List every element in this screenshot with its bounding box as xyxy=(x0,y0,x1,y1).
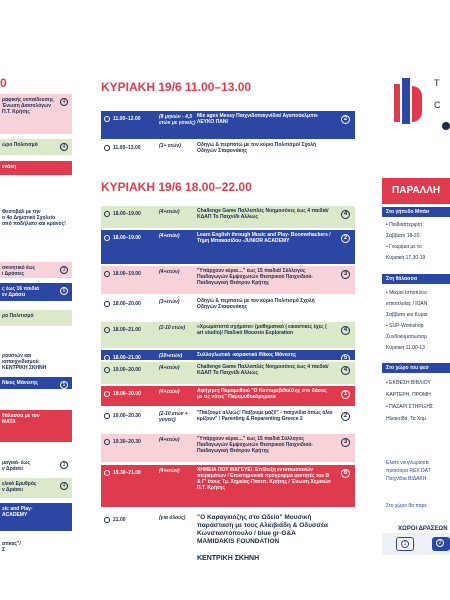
legend-item-1 xyxy=(396,537,414,551)
event-description[interactable]: ΧΗΜΕΙΑ ΠΟΥ ΜΑΓΕΥΕΙ- Επίδειξη εντυπωσιακών πειραμάτων / Επιστημονικό πρόγραμμα φοιτητές του Β & Γ' έτους Τμ. Χημείας-Πανεπ. Κρήτης / Ένωση Χημικών Π.Τ. Κρήτης xyxy=(197,467,331,491)
left-row[interactable] xyxy=(0,457,72,475)
list-item[interactable]: Σάββατο 18-20. xyxy=(386,233,421,239)
left-row-text[interactable]: Φεστιβάλ με την xyxy=(2,209,41,215)
list-item[interactable]: Ελάτε να γνωρίσετε xyxy=(386,460,430,466)
list-item[interactable]: • ΕΚΘΕΣΗ ΒΙΒΛΙΟΥ xyxy=(386,380,431,386)
event-age[interactable]: (για όλους) xyxy=(159,515,186,521)
left-row-badge[interactable]: 5 xyxy=(60,381,68,389)
event-time[interactable]: 19.00–20.30 xyxy=(113,413,141,419)
left-row-text[interactable]: ΚΕΝΤΡΙΚΗ ΣΚΗΝΗ xyxy=(2,365,47,371)
left-row-text[interactable]: ν Δράσει xyxy=(2,466,23,472)
section4-note: Στο χώρο θα παρε xyxy=(386,503,427,509)
event-description[interactable]: Οδηγώ & περπατώ με τον κύριο Πολιτισμό Σχολή Οδηγών Σταφονάκης xyxy=(197,298,315,310)
event-time[interactable]: 18.00–19.00 xyxy=(113,235,141,241)
schedule-row[interactable] xyxy=(101,465,355,507)
left-row[interactable] xyxy=(0,503,72,531)
schedule-row[interactable] xyxy=(101,230,355,264)
clock-icon[interactable] xyxy=(104,413,110,419)
event-description[interactable]: Learn English through Music and Play- Boomwhackers / Τήμη Μπακασίδου -JUNIOR ACADEMY xyxy=(197,232,331,244)
left-row-text[interactable]: ελικό Ερυθρός xyxy=(2,481,37,487)
left-row-text[interactable]: ο 4ο Δημοτικό Σχολείο xyxy=(2,215,56,221)
left-row[interactable] xyxy=(0,161,72,175)
event-age[interactable]: (2-10 ετών) xyxy=(159,325,186,331)
legend-badge-1: 1 xyxy=(401,540,409,548)
list-item[interactable]: Παιχνίδια ΒΙΔΑΚΗ xyxy=(386,476,427,482)
sunday-morning-heading: ΚΥΡΙΑΚΗ 19/6 11.00–13.00 xyxy=(101,80,252,94)
event-description[interactable]: "Ο Καραγκιόζης στο Ωδείο" Μουσική παράσταση με τους Αλκιβιάδη & Οδυσσέα Κωνσταντόπουλο / blue gr-G&A MAMIDAKIS FOUNDATION xyxy=(197,514,328,545)
event-description[interactable]: "Υπάρχουν κέρια…" έως 15 παιδιά/ Σύλλογος Παιδαγωγών Εμψυχωτών Θεατρικού Παιχνιδιού-Παιδαγωγική Θεάτρου Κρήτης xyxy=(197,268,313,286)
schedule-row[interactable] xyxy=(101,408,355,432)
section2-title-bar xyxy=(382,274,450,284)
event-time[interactable]: 18.00–21.00 xyxy=(113,355,141,361)
event-description[interactable]: "Υπάρχουν κέρια…" έως 15 παιδιά Σύλλογος Παιδαγωγών Εμψυχωτών Θεατρικού Παιχνιδιού-Παιδαγωγική Θεάτρου Κρήτης xyxy=(197,436,313,454)
left-row-text[interactable]: ACADEMY xyxy=(2,512,28,518)
schedule-row[interactable] xyxy=(101,512,355,564)
schedule-row[interactable] xyxy=(101,350,355,360)
left-heading-fragment: 0 xyxy=(0,76,7,90)
venue-badge[interactable]: 2 xyxy=(341,412,350,421)
schedule-row[interactable] xyxy=(101,111,355,139)
event-age[interactable]: (4+ετών) xyxy=(159,209,180,215)
event-age[interactable]: (4+ετών) xyxy=(159,365,180,371)
legend-badge-2: 2 xyxy=(436,539,444,547)
venue-badge[interactable]: 4 xyxy=(341,326,350,335)
schedule-row[interactable] xyxy=(101,266,355,294)
clock-icon[interactable] xyxy=(104,391,110,397)
left-row-text[interactable]: ρο Πολιτισμό xyxy=(2,313,34,319)
left-row[interactable] xyxy=(0,310,72,326)
schedule-row[interactable] xyxy=(101,322,355,348)
list-item[interactable]: • Γνωρίμια με το xyxy=(386,244,422,250)
schedule-row[interactable] xyxy=(101,296,355,320)
left-row-badge[interactable]: 4 xyxy=(60,98,68,106)
venue-badge[interactable]: 6 xyxy=(341,469,350,478)
left-row-text[interactable]: οπό ποδήλατο και κράνος! xyxy=(2,221,66,227)
left-row-text[interactable]: θάλασσα με τον xyxy=(2,413,40,419)
left-row[interactable] xyxy=(0,538,72,572)
left-row[interactable] xyxy=(0,94,72,134)
section1-title: Στο γήπεδο Μπάσ xyxy=(386,209,430,215)
event-time[interactable]: 19.30–20.30 xyxy=(113,439,141,445)
left-row[interactable] xyxy=(0,139,72,155)
logo-text-2: C xyxy=(434,100,441,110)
schedule-row[interactable] xyxy=(101,362,355,384)
schedule-row[interactable] xyxy=(101,140,355,162)
event-time[interactable]: 18.00–19.00 xyxy=(113,211,141,217)
clock-icon[interactable] xyxy=(104,439,110,445)
event-age[interactable]: (10+ετών) xyxy=(159,353,183,359)
left-row-text[interactable]: μαγικά- έως xyxy=(2,460,31,466)
clock-icon[interactable] xyxy=(104,327,110,333)
clock-icon[interactable] xyxy=(104,271,110,277)
event-time[interactable]: 19.00–20.00 xyxy=(113,367,141,373)
left-row-badge[interactable]: 3 xyxy=(60,461,68,469)
left-row-text[interactable]: Ένωση Διασολόγων xyxy=(2,103,52,109)
event-time[interactable]: 21.00 xyxy=(113,517,126,523)
event-time[interactable]: 19.00–20.00 xyxy=(113,391,141,397)
left-row-text[interactable]: Σ xyxy=(2,547,6,553)
left-row-badge[interactable]: 3 xyxy=(60,266,68,274)
left-row-text[interactable]: σκινητικό έως xyxy=(2,265,36,271)
left-row[interactable] xyxy=(0,350,72,376)
clock-icon[interactable] xyxy=(104,470,110,476)
left-row-text[interactable]: ν Δράσει xyxy=(2,487,23,493)
logo-text-1: Τ xyxy=(434,78,440,88)
left-row-text[interactable]: sic and Play- xyxy=(2,506,33,512)
clock-icon[interactable] xyxy=(104,211,110,217)
event-age[interactable]: (4+ετών) xyxy=(159,269,180,275)
list-item[interactable]: • Μικροί Ιστιοπλόο xyxy=(386,290,427,296)
event-age[interactable]: (2-10 ετών + γονείς) xyxy=(159,411,188,423)
left-row-text[interactable]: ενάκη xyxy=(2,164,17,170)
event-description[interactable]: Συλλογλωτικό -καρακτικό /Νίκος Μάνεσης xyxy=(197,352,297,358)
left-row-text[interactable]: εν Δράσει xyxy=(2,292,26,298)
venue-badge[interactable]: 4 xyxy=(341,366,350,375)
clock-icon[interactable] xyxy=(104,367,110,373)
legend-item-2 xyxy=(432,537,450,551)
left-row[interactable] xyxy=(0,206,72,246)
schedule-row[interactable] xyxy=(101,386,355,406)
left-row-badge[interactable]: 4 xyxy=(60,143,68,151)
venue-badge[interactable]: 4 xyxy=(341,210,350,219)
left-row[interactable] xyxy=(0,262,72,278)
event-description[interactable]: Οδηγώ & περπατώ με τον κύριο Πολιτισμό/ Σχολή Οδηγών Σταφονάκης xyxy=(197,142,317,154)
left-row-badge[interactable]: 4 xyxy=(60,482,68,490)
left-row[interactable] xyxy=(0,478,72,498)
event-description[interactable]: Challenge Game Παλλαπλές Νοημοσύνες έως 4 παιδιά/ ΚΔΑΠ Το Παιχνίδι Αλλιώς xyxy=(197,364,329,376)
event-description[interactable]: «Χρωματιστά σχήματα» (μαθηματικό | εικαστικές έχες ( art studio)/ Παιδικό Μουσείο Exploration xyxy=(197,324,327,336)
left-row[interactable] xyxy=(0,283,72,301)
event-time[interactable]: 19.30–21.00 xyxy=(113,470,141,476)
event-description[interactable]: Mix ages Messy Παιχνιδοπαιγνίδια/ Αγαπούκλμπα-ΛΕΥΚΟ ΠΑΝΙ xyxy=(197,113,319,125)
event-age[interactable]: (4+ετών) xyxy=(159,468,180,474)
left-row-text[interactable]: ιαπαιχνιδισμού xyxy=(2,359,39,365)
venue-badge[interactable]: 3 xyxy=(341,438,350,447)
venue-badge[interactable]: 1 xyxy=(341,390,350,399)
section2-title: Στη θάλασσα xyxy=(386,276,418,282)
list-item[interactable]: • SUP-Workshop xyxy=(386,323,424,329)
venue-badge[interactable]: 2 xyxy=(341,115,350,124)
event-description[interactable]: Challenge Game Παλλαπλές Νοημοσύνες έως 4 παιδιά/ ΚΔΑΠ Το Παιχνίδι Αλλιώς xyxy=(197,208,329,220)
left-row-text[interactable]: Νίκος Μάνεσης xyxy=(2,380,39,386)
event-time[interactable]: 18.00–19.00 xyxy=(113,271,141,277)
event-time[interactable]: 11.00–13.00 xyxy=(113,145,141,151)
schedule-row[interactable] xyxy=(101,206,355,228)
clock-icon[interactable] xyxy=(104,355,110,361)
list-item[interactable]: • Παιδιαστεριρητ xyxy=(386,222,423,228)
logo-dot xyxy=(442,122,450,130)
list-item[interactable]: Σάββατο και Κυρια xyxy=(386,312,428,318)
event-description[interactable]: Αφήγηση Παραμυθιού "Ο Κοντορεβιθούλης στο δάσος με τις νότες" Παραμυθοκόμηματα xyxy=(197,388,327,400)
logo-mark xyxy=(394,78,424,128)
legend-title: ΧΩΡΟΙ ΔΡΑΣΕΩΝ xyxy=(398,526,448,532)
event-age[interactable]: (3+ετών) xyxy=(159,299,180,305)
left-row-text[interactable]: ρουσιών και xyxy=(2,353,32,359)
left-row[interactable] xyxy=(0,377,72,389)
parallel-heading-bar xyxy=(382,178,450,204)
parallel-heading: ΠΑΡΑΛΛΗ xyxy=(392,185,441,196)
schedule-row[interactable] xyxy=(101,434,355,462)
left-row[interactable] xyxy=(0,410,72,442)
list-item[interactable]: • ΠΑΖΑΡΙ ΣΤΗΡΙΞΗΣ xyxy=(386,404,434,410)
event-description[interactable]: "Παίζουμε αλλιώς! Παίζουμε μαζί!" - παιχνίδια όπως όλοι κρίζουν" / Parenting & Reparenting Greece 2 xyxy=(197,410,333,422)
clock-icon[interactable] xyxy=(104,517,110,523)
left-row-text[interactable]: ώρο Πολιτισμό xyxy=(2,142,38,148)
left-row-text[interactable]: Π.Τ. Κρήτης xyxy=(2,109,30,115)
event-time[interactable]: 18.00–20.00 xyxy=(113,301,141,307)
list-item[interactable]: Κυριακή 11.00-13 xyxy=(386,345,425,351)
left-row-text[interactable]: ραφικής εκπαίδευσης xyxy=(2,97,54,103)
event-time[interactable]: 18.00–21.00 xyxy=(113,327,141,333)
left-row-text[interactable]: ι Δράσεις xyxy=(2,271,25,277)
venue-badge[interactable]: 5 xyxy=(341,354,350,363)
list-item[interactable]: ιστιοπλοΐας / ΙΟΑΝ xyxy=(386,301,428,307)
clock-icon[interactable] xyxy=(104,235,110,241)
list-item[interactable]: ΚΑΡΤΕΡΗ, ΠΡΟΜΗ xyxy=(386,392,431,398)
clock-icon[interactable] xyxy=(104,145,110,151)
list-item[interactable]: Συνδοκυματιωτισμ xyxy=(386,334,427,340)
left-row-text[interactable]: ς έως 16 παιδιά xyxy=(2,286,40,292)
event-time[interactable]: 11.00–12.00 xyxy=(113,116,141,122)
clock-icon[interactable] xyxy=(104,116,110,122)
event-age[interactable]: (4+ετών) xyxy=(159,437,180,443)
event-age[interactable]: (4+ετών) xyxy=(159,233,180,239)
list-item[interactable]: πρόκτορα REX DAT xyxy=(386,468,431,474)
clock-icon[interactable] xyxy=(104,301,110,307)
left-row-badge[interactable]: 6 xyxy=(60,287,68,295)
section1-title-bar xyxy=(382,207,450,217)
section3-title: Στο χώρο του φεσ xyxy=(386,365,429,371)
event-age[interactable]: (3+ ετών) xyxy=(159,143,181,149)
list-item[interactable]: Ηλιακτίδα, Τα Χαμ xyxy=(386,416,426,422)
sunday-evening-heading: ΚΥΡΙΑΚΗ 19/6 18.00–22.00 xyxy=(101,180,252,194)
list-item[interactable]: Κυριακή 17.30-19 xyxy=(386,255,426,261)
event-venue-highlight[interactable]: ΚΕΝΤΡΙΚΗ ΣΚΗΝΗ xyxy=(197,555,260,562)
venue-badge[interactable]: 3 xyxy=(341,270,350,279)
event-age[interactable]: (4+ετών) xyxy=(159,389,180,395)
event-age[interactable]: (8 μηνών - 4,5 ετών με γονείς) xyxy=(159,114,196,126)
left-row-text[interactable]: ΜΑΤΑ xyxy=(2,419,16,425)
left-row-text[interactable]: ατίκας"/ xyxy=(2,541,21,547)
venue-badge[interactable]: 2 xyxy=(341,234,350,243)
section3-title-bar xyxy=(382,363,450,373)
